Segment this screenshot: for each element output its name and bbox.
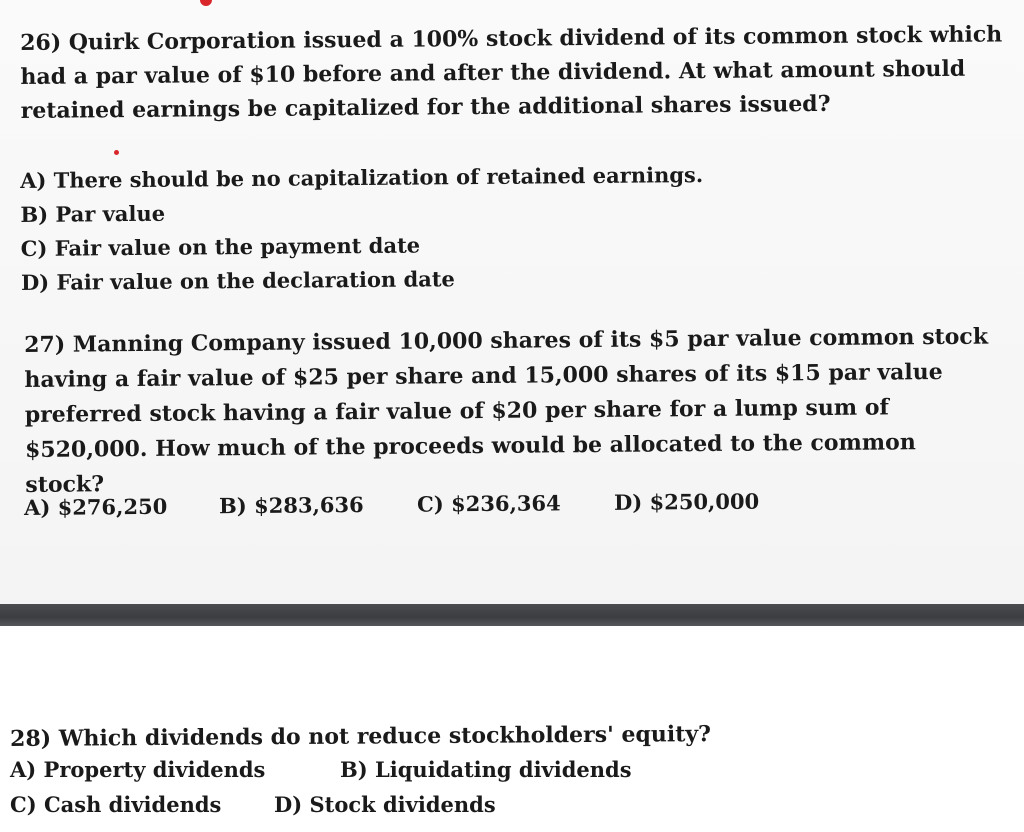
question-28 <box>10 722 1000 827</box>
red-pen-mark <box>200 0 212 6</box>
question-28-choice-b[interactable]: B) Liquidating dividends <box>340 757 632 782</box>
question-27 <box>24 323 999 503</box>
question-28-stem: 28) Which dividends do not reduce stockholders' equity? <box>10 721 712 752</box>
question-28-choices-row-2 <box>10 792 1000 827</box>
question-26 <box>20 21 1005 128</box>
page-divider <box>0 604 1024 626</box>
question-27-choice-b[interactable]: B) $283,636 <box>218 492 364 519</box>
question-26-choices <box>20 158 704 300</box>
question-28-choice-d[interactable]: D) Stock dividends <box>274 792 496 817</box>
red-pen-dot <box>114 150 119 155</box>
question-28-choice-c[interactable]: C) Cash dividends <box>10 792 222 817</box>
question-26-choice-d[interactable]: D) Fair value on the declaration date <box>20 266 455 295</box>
question-28-choice-a[interactable]: A) Property dividends <box>10 757 266 782</box>
question-27-choice-a[interactable]: A) $276,250 <box>24 493 168 520</box>
question-28-choices-row-1 <box>10 757 1000 792</box>
scanned-page-bottom <box>0 626 1024 832</box>
question-26-choice-c[interactable]: C) Fair value on the payment date <box>20 232 421 261</box>
question-27-choice-d[interactable]: D) $250,000 <box>613 488 760 515</box>
question-27-stem: 27) Manning Company issued 10,000 shares of its $5 par value common stock having a fair value of $25 per share and 15,000 shares of its $15 par value preferred stock having a fair value of $20 per share for a lump sum of $520,000. How much of the proceeds would be allocated to the common stock? <box>24 323 989 498</box>
question-27-choice-c[interactable]: C) $236,364 <box>416 490 561 517</box>
question-26-stem: 26) Quirk Corporation issued a 100% stock dividend of its common stock which had a par value of $10 before and after the dividend. At what amount should retained earnings be capitalized for the additional shares issued? <box>20 21 1003 124</box>
question-26-choice-a[interactable]: A) There should be no capitalization of retained earnings. <box>20 162 704 193</box>
question-26-choice-b[interactable]: B) Par value <box>20 200 166 227</box>
